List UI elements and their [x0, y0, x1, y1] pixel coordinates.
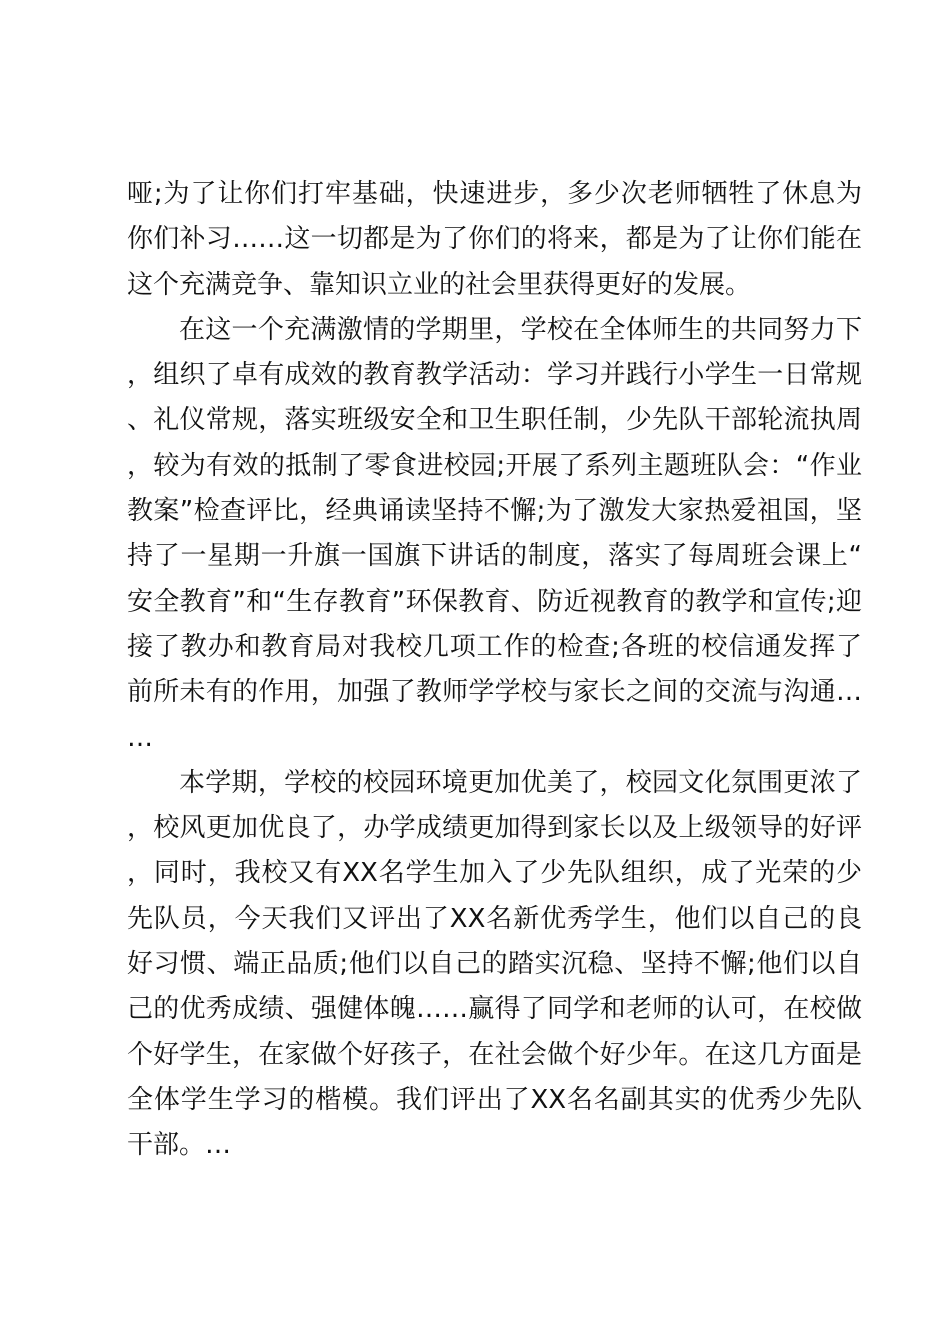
document-body	[127, 172, 862, 1169]
paragraph-3: 本学期，学校的校园环境更加优美了，校园文化氛围更浓了，校风更加优良了，办学成绩更加得到家长以及上级领导的好评，同时，我校又有XX名学生加入了少先队组织，成了光荣的少先队员，今天我们又评出了XX名新优秀学生，他们以自己的良好习惯、端正品质;他们以自己的踏实沉稳、坚持不懈;他们以自己的优秀成绩、强健体魄……赢得了同学和老师的认可，在校做个好学生，在家做个好孩子，在社会做个好少年。在这几方面是全体学生学习的楷模。我们评出了XX名名副其实的优秀少先队干部。…	[127, 767, 862, 1161]
paragraph-1: 哑;为了让你们打牢基础，快速进步，多少次老师牺牲了休息为你们补习……这一切都是为了你们的将来，都是为了让你们能在这个充满竞争、靠知识立业的社会里获得更好的发展。	[127, 179, 862, 300]
paragraph-2: 在这一个充满激情的学期里，学校在全体师生的共同努力下，组织了卓有成效的教育教学活动：学习并践行小学生一日常规、礼仪常规，落实班级安全和卫生职任制，少先队干部轮流执周，较为有效的抵制了零食进校园;开展了系列主题班队会：“作业教案”检查评比，经典诵读坚持不懈;为了激发大家热爱祖国，坚持了一星期一升旗一国旗下讲话的制度，落实了每周班会课上“安全教育”和“生存教育”环保教育、防近视教育的教学和宣传;迎接了教办和教育局对我校几项工作的检查;各班的校信通发挥了前所未有的作用，加强了教师学学校与家长之间的交流与沟通……	[127, 314, 862, 753]
